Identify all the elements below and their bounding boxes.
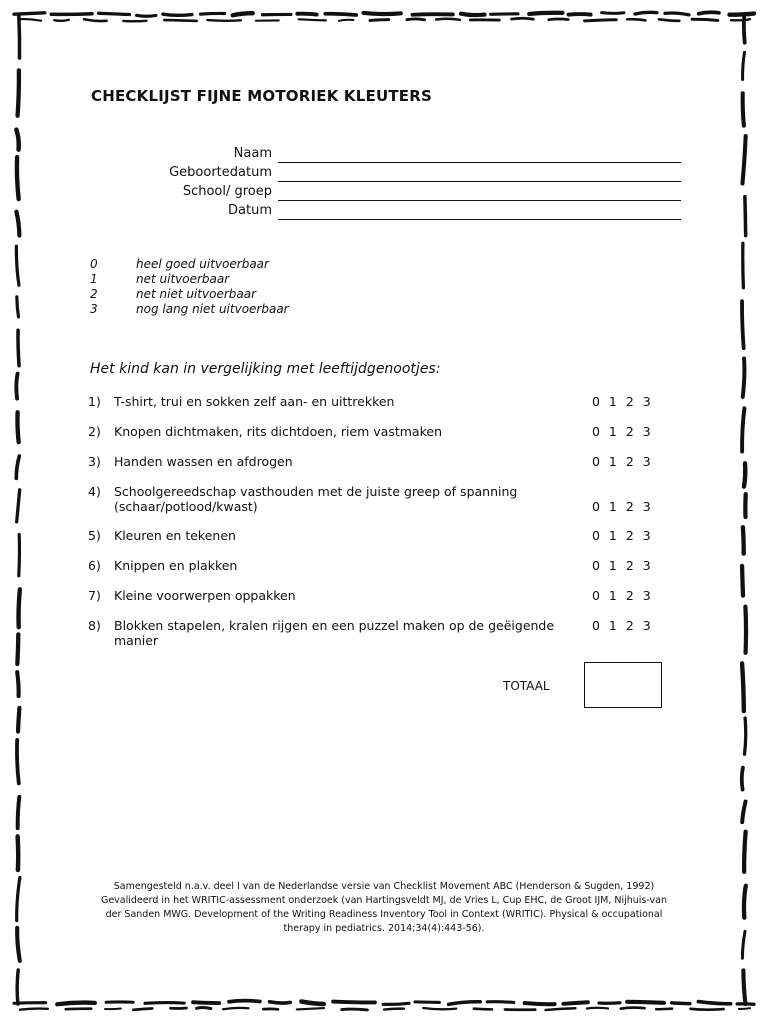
item-score-scale[interactable]: 0 1 2 3 [592, 394, 651, 409]
item-text: Handen wassen en afdrogen [114, 454, 293, 469]
item-text: Kleine voorwerpen oppakken [114, 588, 296, 603]
item-text: Kleuren en tekenen [114, 528, 236, 543]
item-number: 6) [88, 558, 101, 573]
page-title: CHECKLIJST FIJNE MOTORIEK KLEUTERS [91, 87, 432, 105]
item-score-scale[interactable]: 0 1 2 3 [592, 454, 651, 469]
legend-text: heel goed uitvoerbaar [136, 257, 269, 271]
item-text: T-shirt, trui en sokken zelf aan- en uittrekken [114, 394, 395, 409]
item-score-scale[interactable]: 0 1 2 3 [592, 618, 651, 633]
legend-text: nog lang niet uitvoerbaar [136, 302, 289, 316]
legend-text: net uitvoerbaar [136, 272, 230, 286]
item-number: 4) [88, 484, 101, 499]
item-text: Blokken stapelen, kralen rijgen en een puzzel maken op de geëigende manier [114, 618, 555, 648]
item-text: Knopen dichtmaken, rits dichtdoen, riem vastmaken [114, 424, 442, 439]
legend-code: 3 [90, 302, 98, 316]
item-score-scale[interactable]: 0 1 2 3 [592, 588, 651, 603]
item-number: 2) [88, 424, 101, 439]
legend-code: 0 [90, 257, 98, 271]
item-number: 7) [88, 588, 101, 603]
item-score-scale[interactable]: 0 1 2 3 [592, 424, 651, 439]
legend-code: 1 [90, 272, 98, 286]
item-text: Knippen en plakken [114, 558, 238, 573]
school-group-label: School/ groep [182, 184, 272, 199]
item-number: 5) [88, 528, 101, 543]
birthdate-field[interactable] [100, 163, 681, 182]
total-label: TOTAAL [503, 679, 550, 693]
item-score-scale[interactable]: 0 1 2 3 [592, 528, 651, 543]
item-score-scale[interactable]: 0 1 2 3 [592, 499, 651, 514]
legend-text: net niet uitvoerbaar [136, 287, 257, 301]
intro-text: Het kind kan in vergelijking met leeftijdgenootjes: [90, 361, 441, 377]
item-score-scale[interactable]: 0 1 2 3 [592, 558, 651, 573]
item-number: 8) [88, 618, 101, 633]
date-label: Datum [228, 203, 272, 218]
item-text: Schoolgereedschap vasthouden met de juiste greep of spanning (schaar/potlood/kwast) [114, 484, 518, 514]
date-field[interactable] [100, 201, 681, 220]
item-number: 1) [88, 394, 101, 409]
name-field[interactable] [100, 144, 681, 163]
birthdate-label: Geboortedatum [169, 165, 272, 180]
item-number: 3) [88, 454, 101, 469]
total-box[interactable] [584, 662, 662, 708]
name-label: Naam [233, 146, 272, 161]
legend-code: 2 [90, 287, 98, 301]
date-input-line[interactable] [278, 219, 681, 220]
school-group-field[interactable] [100, 182, 681, 201]
source-footnote: Samengesteld n.a.v. deel I van de Nederlandse versie van Checklist Movement ABC (Henderson & Sugden, 1992) Gevalideerd in het WRITIC-assessment onderzoek (van Hartingsveldt MJ, de Vries L, Cup EHC, de Groot IJM, Nijhuis-van der Sanden MWG. Development of the Writing Readiness Inventory Tool in Context (WRITIC). Physical & occupational therapy in pediatrics. 2014;34(4):443-56). [100, 881, 668, 934]
